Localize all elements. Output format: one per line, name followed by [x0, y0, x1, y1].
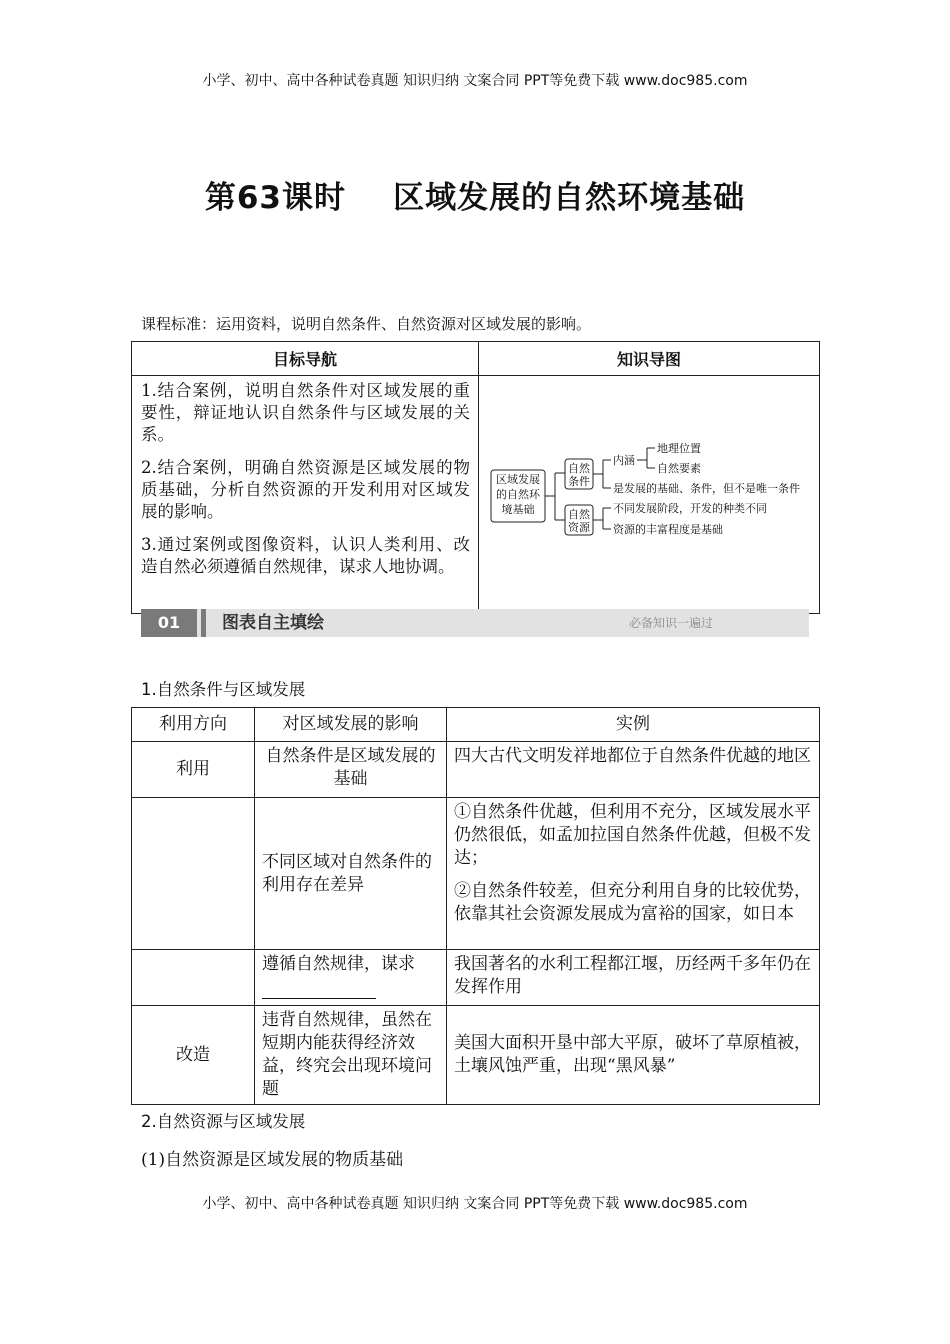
- goal-item: 2.结合案例，明确自然资源是区域发展的物质基础，分析自然资源的开发利用对区域发展的影响。: [141, 458, 470, 521]
- direction-cell: 改造: [132, 1006, 255, 1105]
- page-footer: 小学、初中、高中各种试卷真题 知识归纳 文案合同 PPT等免费下载 www.doc985.com: [202, 1196, 748, 1212]
- mindmap-leaf-elements: 自然要素: [657, 462, 701, 475]
- mindmap-cell: [479, 376, 820, 614]
- impact-text: 遵循自然规律，谋求: [262, 954, 415, 974]
- table-row: [132, 798, 820, 950]
- example-item: ②自然条件较差，但充分利用自身的比较优势，依靠其社会资源发展成为富裕的国家，如日本: [454, 881, 811, 924]
- mindmap-root-line: 的自然环: [496, 488, 540, 501]
- table-row: [132, 1006, 820, 1105]
- mindmap-neihan: 内涵: [613, 454, 635, 467]
- direction-cell: [132, 798, 255, 950]
- impact-cell: [255, 950, 447, 1006]
- fill-blank[interactable]: [262, 978, 376, 999]
- mindmap-leaf-location: 地理位置: [657, 442, 701, 455]
- goal-item: 3.通过案例或图像资料，认识人类利用、改造自然必须遵循自然规律，谋求人地协调。: [141, 535, 470, 576]
- overview-table: [131, 341, 820, 614]
- mindmap-root-line: 区域发展: [496, 473, 540, 486]
- course-standard: 课程标准：运用资料，说明自然条件、自然资源对区域发展的影响。: [141, 315, 592, 333]
- mindmap-branch1-line: 条件: [568, 475, 590, 488]
- page-title: 第63课时 区域发展的自然环境基础: [204, 180, 746, 216]
- subsection-heading: (1)自然资源是区域发展的物质基础: [141, 1150, 404, 1170]
- table-row: [132, 950, 820, 1006]
- goal-item: 1.结合案例，说明自然条件对区域发展的重要性，辩证地认识自然条件与区域发展的关系。: [141, 381, 470, 444]
- page-header: 小学、初中、高中各种试卷真题 知识归纳 文案合同 PPT等免费下载 www.doc985.com: [202, 73, 748, 89]
- conditions-table: [131, 707, 820, 1105]
- mindmap-branch1-line: 自然: [568, 462, 590, 475]
- section-banner: [141, 609, 809, 637]
- mindmap-leaf-stage: 不同发展阶段，开发的种类不同: [613, 502, 767, 515]
- mindmap-branch2-line: 资源: [568, 521, 590, 534]
- example-cell: 美国大面积开垦中部大平原，破坏了草原植被，土壤风蚀严重，出现“黑风暴”: [447, 1006, 820, 1105]
- direction-cell: [132, 950, 255, 1006]
- banner-label: 图表自主填绘: [222, 613, 324, 633]
- mindmap-header: 知识导图: [479, 342, 820, 376]
- example-cell: [447, 798, 820, 950]
- banner-divider: [201, 609, 206, 637]
- table-header: 实例: [447, 708, 820, 742]
- impact-cell: 自然条件是区域发展的基础: [255, 742, 447, 798]
- impact-cell: 不同区域对自然条件的利用存在差异: [255, 798, 447, 950]
- mindmap-leaf-richness: 资源的丰富程度是基础: [613, 523, 723, 536]
- banner-number: 01: [141, 609, 197, 637]
- section1-heading: 1.自然条件与区域发展: [141, 680, 306, 699]
- banner-subtitle: 必备知识一遍过: [628, 616, 713, 630]
- mindmap-branch2-line: 自然: [568, 508, 590, 521]
- section2-heading: 2.自然资源与区域发展: [141, 1112, 306, 1131]
- impact-cell: 违背自然规律，虽然在短期内能获得经济效益，终究会出现环境问题: [255, 1006, 447, 1105]
- example-cell: 我国著名的水利工程都江堰，历经两千多年仍在发挥作用: [447, 950, 820, 1006]
- goals-header: 目标导航: [132, 342, 479, 376]
- table-header: 利用方向: [132, 708, 255, 742]
- example-cell: 四大古代文明发祥地都位于自然条件优越的地区: [447, 742, 820, 798]
- mindmap-root-line: 境基础: [501, 503, 535, 516]
- goals-cell: [132, 376, 479, 614]
- table-row: [132, 742, 820, 798]
- direction-cell: 利用: [132, 742, 255, 798]
- mindmap-leaf-basis: 是发展的基础、条件，但不是唯一条件: [613, 482, 800, 495]
- table-header: 对区域发展的影响: [255, 708, 447, 742]
- example-item: ①自然条件优越，但利用不充分，区域发展水平仍然很低，如孟加拉国自然条件优越，但极不发达；: [454, 802, 811, 868]
- mindmap-diagram: [479, 376, 819, 609]
